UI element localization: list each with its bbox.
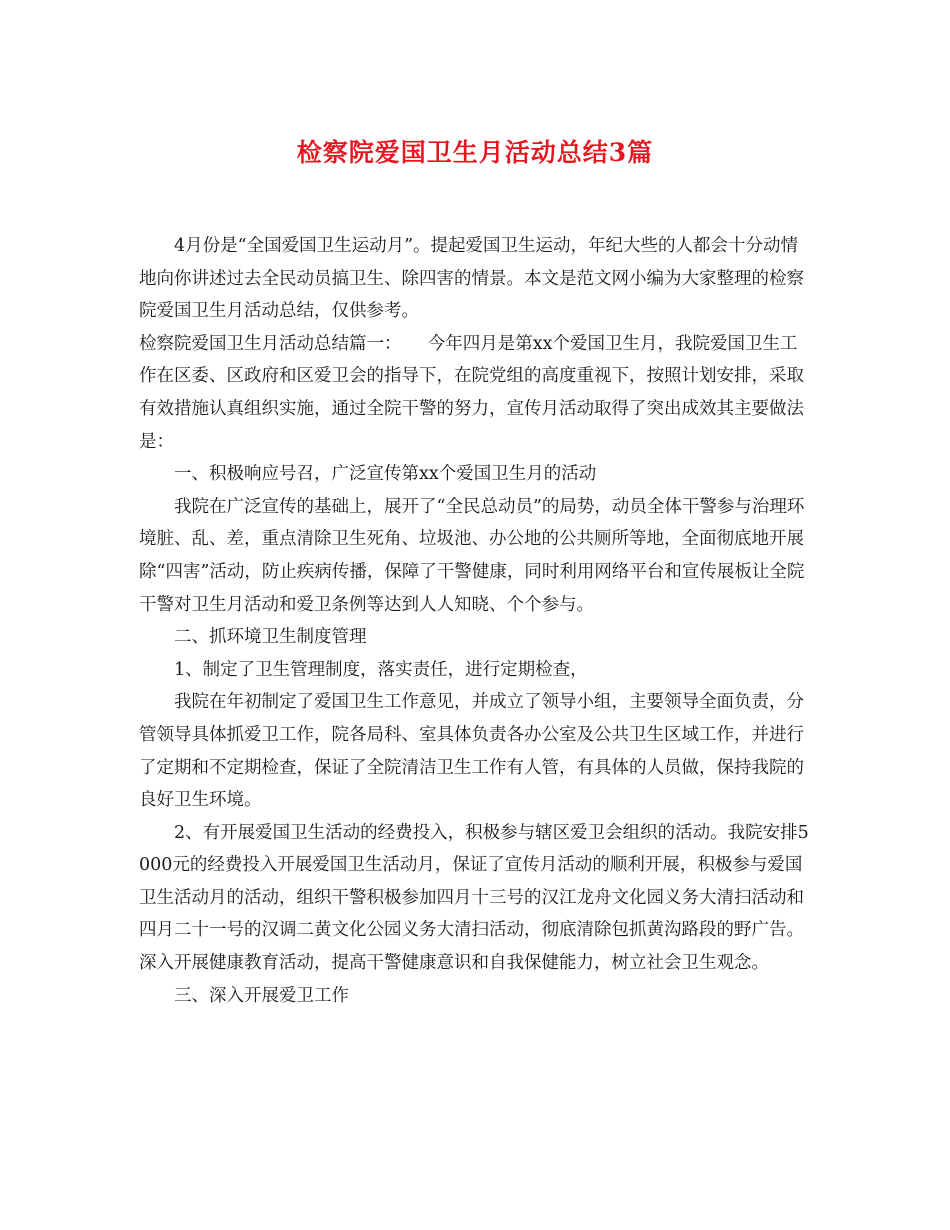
document-title: 检察院爱国卫生月活动总结3篇 <box>296 138 654 167</box>
section-heading-3: 三、深入开展爱卫工作 <box>174 985 349 1006</box>
section-heading-2: 二、抓环境卫生制度管理 <box>174 627 367 648</box>
subsection-heading-1: 1、制定了卫生管理制度，落实责任，进行定期检查， <box>174 659 588 680</box>
paragraph-part-one-opening: 检察院爱国卫生月活动总结篇一： 今年四月是第xx个爱国卫生月，我院爱国卫生工作在区委、区政府和区爱卫会的指导下，在院党组的高度重视下，按照计划安排，采取有效措施认真组织实施，通过全院干警的努力，宣传月活动取得了突出成效其主要做法是： <box>139 333 804 452</box>
paragraph-funding: 2、有开展爱国卫生活动的经费投入，积极参与辖区爱卫会组织的活动。我院安排5000元的经费投入开展爱国卫生活动月，保证了宣传月活动的顺利开展，积极参与爱国卫生活动月的活动，组织干警积极参加四月十三号的汉江龙舟文化园义务大清扫活动和四月二十一号的汉调二黄文化公园义务大清扫活动，彻底清除包抓黄沟路段的野广告。深入开展健康教育活动，提高干警健康意识和自我保健能力，树立社会卫生观念。 <box>139 822 809 974</box>
document-body <box>139 230 814 1012</box>
paragraph-publicity: 我院在广泛宣传的基础上，展开了“全民总动员”的局势，动员全体干警参与治理环境脏、乱、差，重点清除卫生死角、垃圾池、办公地的公共厕所等地，全面彻底地开展除“四害”活动，防止疾病传播，保障了干警健康，同时利用网络平台和宣传展板让全院干警对卫生月活动和爱卫条例等达到人人知晓、个个参与。 <box>139 496 805 615</box>
section-heading-1: 一、积极响应号召，广泛宣传第xx个爱国卫生月的活动 <box>174 464 597 485</box>
paragraph-intro: 4月份是“全国爱国卫生运动月”。提起爱国卫生运动，年纪大些的人都会十分动情地向你讲述过去全民动员搞卫生、除四害的情景。本文是范文网小编为大家整理的检察院爱国卫生月活动总结，仅供参考。 <box>139 236 804 322</box>
paragraph-management: 我院在年初制定了爱国卫生工作意见，并成立了领导小组，主要领导全面负责，分管领导具体抓爱卫工作，院各局科、室具体负责各办公室及公共卫生区域工作，并进行了定期和不定期检查，保证了全院清洁卫生工作有人管，有具体的人员做，保持我院的良好卫生环境。 <box>139 692 804 811</box>
